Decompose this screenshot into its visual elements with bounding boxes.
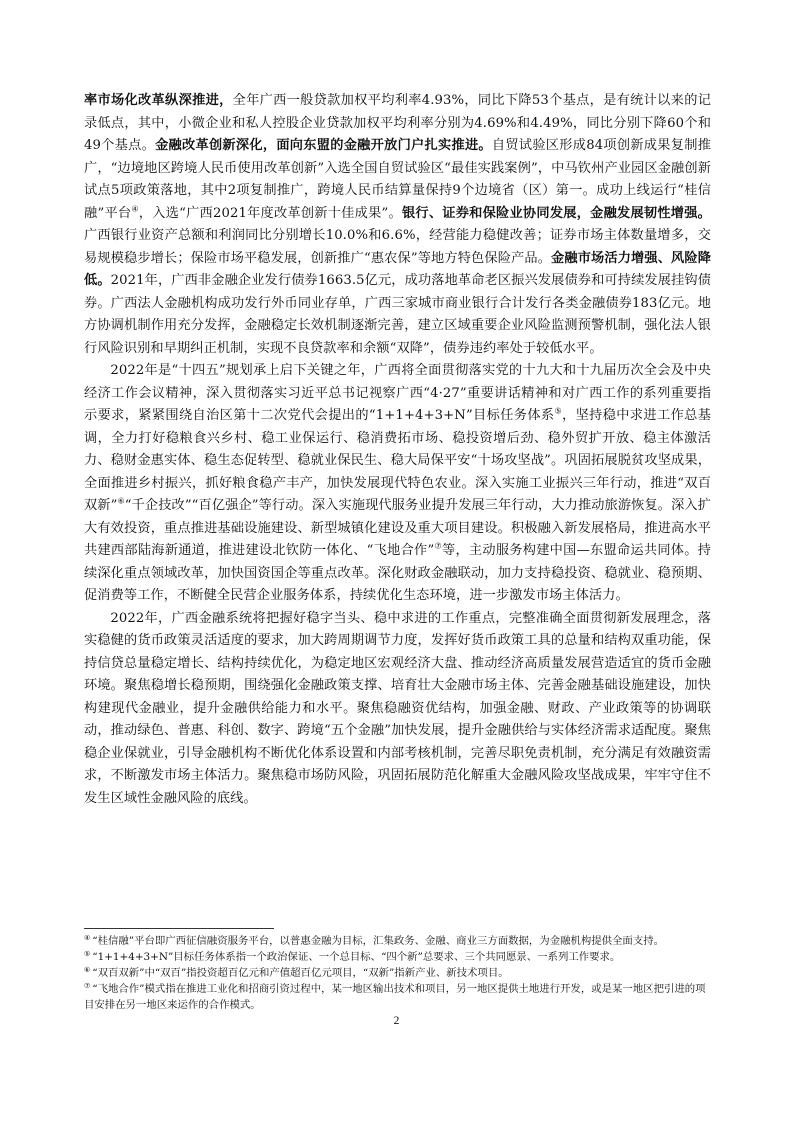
page-number: 2 (393, 1015, 400, 1027)
text-run: “千企技改”“百亿强企”等行动。深入实施现代服务业提升发展三年行动，大力推动旅游恢复。深入扩大有效投资，重点推进基础设施建设、新型城镇化建设及重大项目建设。积极融入新发展格局，推进高水平共建西部陆海新通道，推进建设北钦防一体化、“飞地合作” (84, 498, 711, 558)
footnote (84, 949, 711, 965)
text-run: 2022年，广西金融系统将把握好稳字当头、稳中求进的工作重点，完整准确全面贯彻新发展理念，落实稳健的货币政策灵活适度的要求，加大跨周期调节力度，发挥好货币政策工具的总量和结构双重功能，保持信贷总量稳定增长、结构持续优化，为稳定地区宏观经济大盘、推动经济高质量发展营造适宜的货币金融环境。聚焦稳增长稳预期，围绕强化金融政策支撑、培育壮大金融市场主体、完善金融基础设施建设，加快构建现代金融业，提升金融供给能力和水平。聚焦稳融资优结构，加强金融、财政、产业政策等的协调联动，推动绿色、普惠、科创、数字、跨境“五个金融”加快发展，提升金融供给与实体经济需求适配度。聚焦稳企业保就业，引导金融机构不断优化体系设置和内部考核机制，完善尽职免责机制，充分满足有效融资需求，不断激发市场主体活力。聚焦稳市场防风险，巩固拓展防范化解重大金融风险攻坚战成果，牢牢守住不发生区域性金融风险的底线。 (84, 610, 711, 806)
footnote (84, 981, 711, 1013)
body-text (84, 90, 711, 810)
text-run: ，坚持稳中求进工作总基调，全力打好稳粮食兴乡村、稳工业保运行、稳消费拓市场、稳投资增后劲、稳外贸扩开放、稳主体激活力、稳财金惠实体、稳生态促转型、稳就业保民生、稳大局保平安“十场攻坚战”。巩固拓展脱贫攻坚成果，全面推进乡村振兴，抓好粮食稳产丰产，加快发展现代特色农业。深入实施工业振兴三年行动，推进“双百双新” (84, 408, 711, 513)
footnote-divider (84, 928, 274, 929)
text-run: ，入选“广西2021年度改革创新十佳成果”。 (138, 205, 402, 221)
footnote-text: “1+1+4+3+N”目标任务体系指一个政治保证、一个总目标、“四个新”总要求、三个共同愿景、一系列工作要求。 (92, 951, 621, 963)
footnote-marker: ⑦ (84, 981, 91, 990)
text-run: 全年广西一般贷款加权平均利率4.93%，同比下降53个基点，是有统计以来的记录低点，其中，小微企业和私人控股企业贷款加权平均利率分别为4.69%和4.49%，同比分别下降60个和49个基点。 (84, 93, 711, 153)
footnote-marker: ⑥ (84, 965, 91, 974)
footnote-reference: ④ (131, 204, 139, 214)
bold-lead-phrase: 金融改革创新深化，面向东盟的金融开放门户扎实推进。 (155, 138, 492, 153)
footnote-reference: ⑦ (434, 541, 442, 551)
footnote-marker: ⑤ (84, 949, 91, 958)
paragraph (84, 90, 711, 360)
paragraph (84, 608, 711, 811)
paragraph (84, 360, 711, 608)
bold-lead-phrase: 金融市场活力增强、风险降低。 (84, 250, 711, 288)
footnote (84, 933, 711, 949)
footnote (84, 965, 711, 981)
text-run: 2022年是“十四五”规划承上启下关键之年，广西将全面贯彻落实党的十九大和十九届历次全会及中央经济工作会议精神，深入贯彻落实习近平总书记视察广西“4·27”重要讲话精神和对广西工作的系列重要指示要求，紧紧围绕自治区第十二次党代会提出的“1+1+4+3+N”目标任务体系 (84, 363, 711, 423)
text-run: 2021年，广西非金融企业发行债券1663.5亿元，成功落地革命老区振兴发展债券和可持续发展挂钩债券。广西法人金融机构成功发行外币同业存单，广西三家城市商业银行合计发行各类金融债券183亿元。地方协调机制作用充分发挥，金融稳定长效机制逐渐完善，建立区域重要企业风险监测预警机制，强化法人银行风险识别和早期纠正机制，实现不良贷款率和余额“双降”，债券违约率处于较低水平。 (84, 273, 711, 356)
bold-lead-phrase: 率市场化改革纵深推进， (84, 93, 233, 108)
footnote-reference: ⑥ (117, 496, 125, 506)
footnote-text: “双百双新”中“双百”指投资超百亿元和产值超百亿元项目，“双新”指新产业、新技术项目。 (92, 967, 509, 979)
footnote-text: “飞地合作”模式指在推进工业化和招商引资过程中，某一地区输出技术和项目，另一地区提供土地进行开发，或是某一地区把引进的项目安排在另一地区来运作的合作模式。 (84, 983, 706, 1011)
footnote-text: “桂信融”平台即广西征信融资服务平台，以普惠金融为目标，汇集政务、金融、商业三方面数据，为金融机构提供全面支持。 (92, 935, 664, 947)
footnote-marker: ④ (84, 933, 91, 942)
footnote-reference: ⑤ (554, 406, 563, 416)
text-run: 自贸试验区形成84项创新成果复制推广，“边境地区跨境人民币使用改革创新”入选全国自贸试验区“最佳实践案例”，中马钦州产业园区金融创新试点5项政策落地，其中2项复制推广，跨境人民币结算量保持9个边境省（区）第一。成功上线运行“桂信融”平台 (84, 138, 711, 221)
text-run: 广西银行业资产总额和利润同比分别增长10.0%和6.6%，经营能力稳健改善；证券市场主体数量增多，交易规模稳步增长；保险市场平稳发展，创新推广“惠农保”等地方特色保险产品。 (84, 228, 711, 266)
footnotes (84, 933, 711, 1013)
bold-lead-phrase: 银行、证券和保险业协同发展，金融发展韧性增强。 (401, 205, 711, 221)
text-run: 等，主动服务构建中国—东盟命运共同体。持续深化重点领域改革，加快国资国企等重点改革。深化财政金融联动，加力支持稳投资、稳就业、稳预期、促消费等工作，不断健全民营企业服务体系，持续优化生态环境，进一步激发市场主体活力。 (84, 543, 712, 603)
